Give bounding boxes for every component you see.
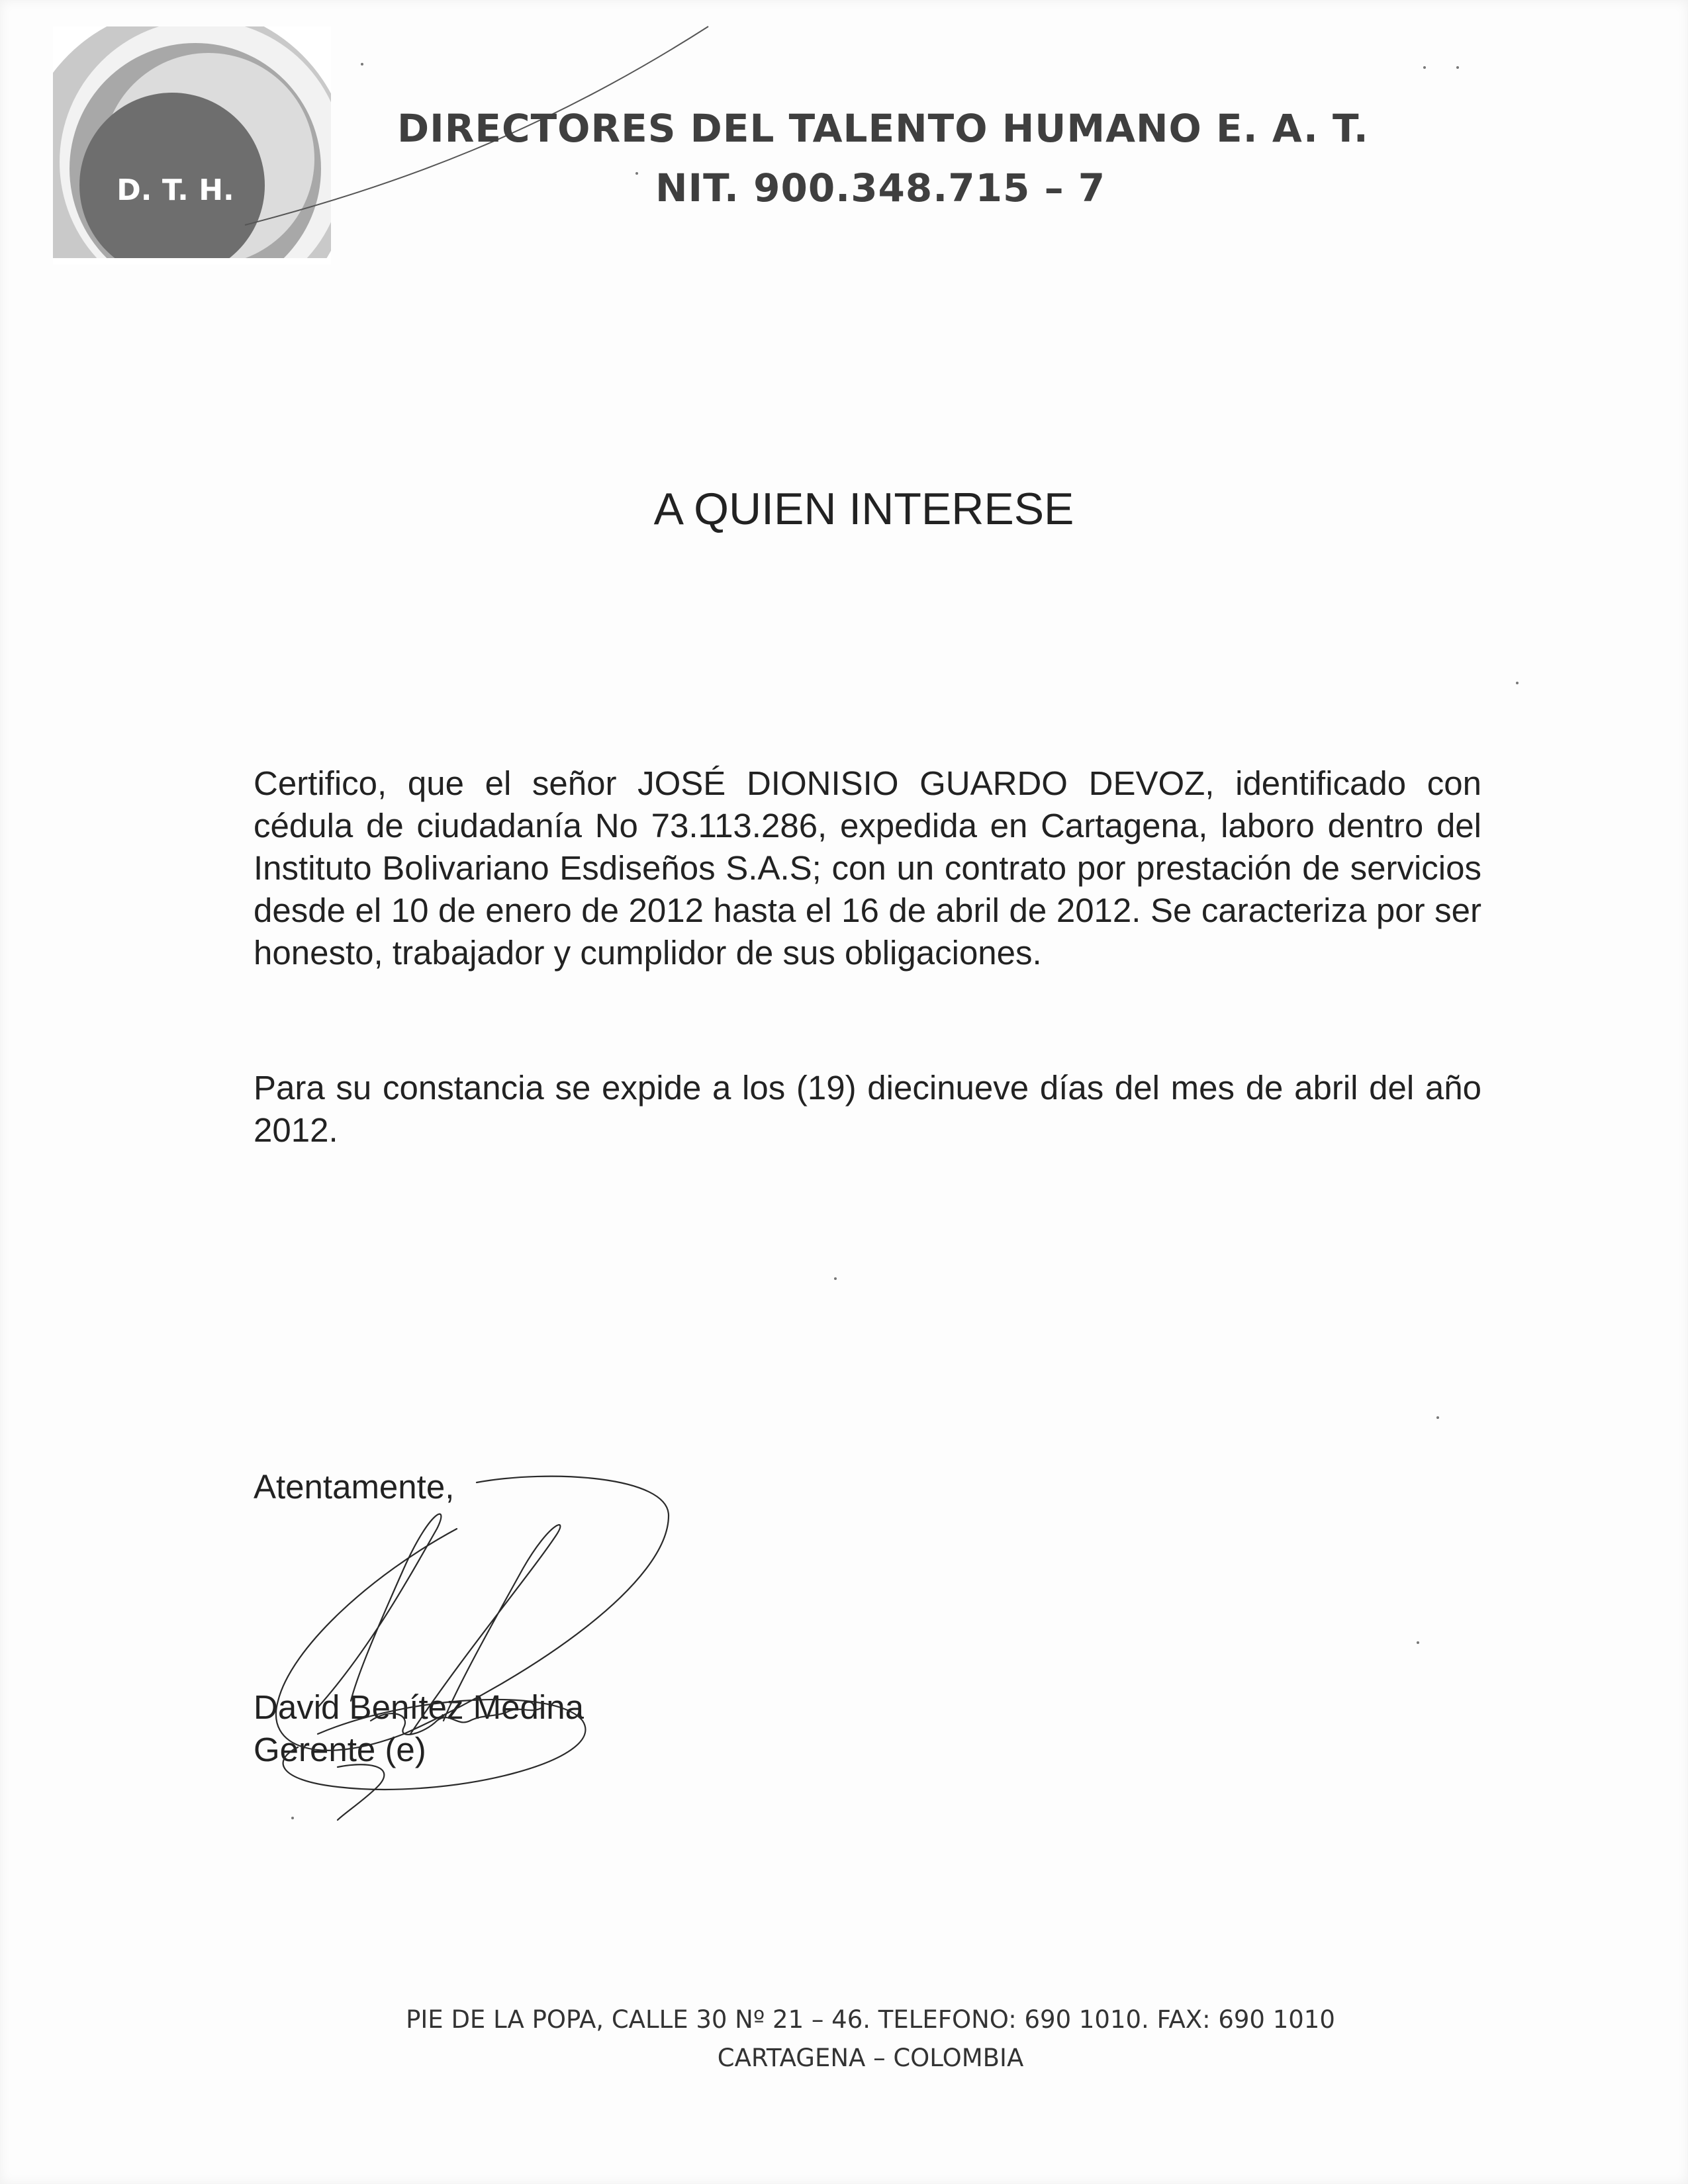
scan-speck <box>1456 66 1459 69</box>
company-name: DIRECTORES DEL TALENTO HUMANO E. A. T. <box>397 106 1369 151</box>
scan-speck <box>834 1277 837 1280</box>
closing-salutation: Atentamente, <box>254 1468 455 1506</box>
scan-speck <box>1417 1641 1419 1644</box>
scan-speck <box>1516 682 1519 684</box>
footer-city: CARTAGENA – COLOMBIA <box>717 2044 1024 2072</box>
document-title: A QUIEN INTERESE <box>653 484 1074 534</box>
logo-text: D. T. H. <box>117 173 234 207</box>
scan-speck <box>635 172 638 175</box>
scan-speck <box>361 63 363 66</box>
certification-paragraph: Certifico, que el señor JOSÉ DIONISIO GUARDO DEVOZ, identificado con cédula de ciudadanía No 73.113.286, expedida en Cartagena, laboro dentro del Instituto Bolivariano Esdiseños S.A.S; con un contrato por prestación de servicios desde el 10 de enero de 2012 hasta el 16 de abril de 2012. Se caracteriza por ser honesto, trabajador y cumplidor de sus obligaciones. <box>254 764 1481 972</box>
scan-speck <box>1436 1416 1439 1419</box>
signer-role: Gerente (e) <box>254 1731 426 1768</box>
scan-speck <box>1423 66 1426 69</box>
handwritten-signature <box>238 1456 702 1827</box>
company-nit: NIT. 900.348.715 – 7 <box>655 165 1106 210</box>
scan-speck <box>291 1817 294 1819</box>
issuance-paragraph: Para su constancia se expide a los (19) diecinueve días del mes de abril del año 2012. <box>254 1069 1481 1149</box>
footer-address: PIE DE LA POPA, CALLE 30 Nº 21 – 46. TELEFONO: 690 1010. FAX: 690 1010 <box>406 2005 1335 2034</box>
signer-name: David Benítez Medina <box>254 1688 584 1726</box>
company-logo <box>53 26 331 265</box>
